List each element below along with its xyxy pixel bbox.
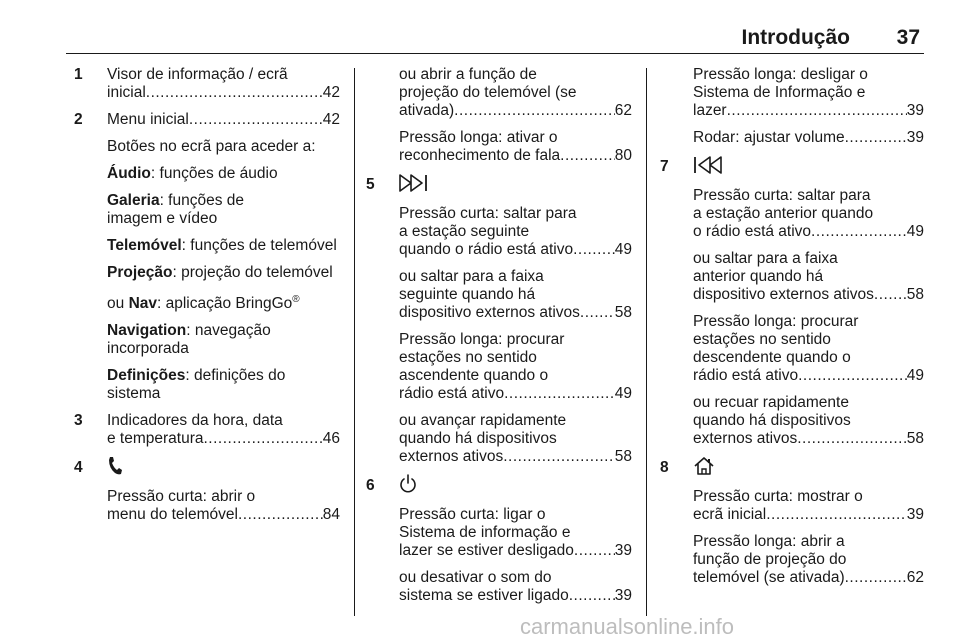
text-line: sistema se estiver ligado [399, 587, 569, 604]
next-track-icon [399, 174, 429, 197]
page-ref[interactable]: 84 [322, 506, 340, 524]
paragraph [652, 129, 924, 147]
entry-1 [66, 66, 340, 102]
page-ref[interactable]: 46 [322, 430, 340, 448]
text-line: quando há dispositivos [693, 412, 851, 429]
page-title: Introdução [741, 26, 850, 49]
text-line: reconhecimento de fala [399, 147, 561, 164]
text-line: ecrã inicial [693, 506, 767, 523]
page-ref[interactable]: 49 [614, 241, 632, 258]
entry-6 [358, 475, 632, 560]
entry-number: 4 [74, 459, 83, 477]
text-line: Pressão longa: ativar o [399, 129, 558, 146]
watermark: carmanualsonline.info [520, 614, 735, 639]
text-line: ou recuar rapidamente [693, 394, 849, 411]
text-line: ou avançar rapidamente [399, 412, 567, 429]
paragraph [652, 313, 924, 385]
text-line: estações no sentido [693, 331, 831, 348]
page-ref[interactable]: 39 [906, 506, 924, 523]
text-line: seguinte quando há [399, 286, 536, 303]
column-2 [358, 66, 632, 614]
text-line: o rádio está ativo [693, 223, 812, 240]
text-line: rádio está ativo [693, 367, 799, 384]
entry-5 [358, 174, 632, 259]
page-ref[interactable]: 42 [322, 111, 340, 128]
text-line: e temperatura [107, 430, 204, 448]
menu-label: Galeria [107, 192, 160, 209]
page-ref[interactable]: 49 [614, 385, 632, 402]
menu-label: Definições [107, 367, 186, 385]
menu-label: Telemóvel [107, 237, 182, 254]
menu-label: Nav [128, 295, 157, 313]
page-ref[interactable]: 49 [906, 223, 924, 240]
page-ref[interactable]: 39 [614, 587, 632, 604]
text-line: dispositivo externos ativos [399, 304, 580, 321]
text-line: : funções de [159, 192, 245, 209]
text-line: : funções de telemóvel [181, 237, 337, 254]
text-line: rádio está ativo [399, 385, 505, 402]
text-line: Sistema de Informação e [693, 84, 866, 101]
text-line: projeção do telemóvel (se [399, 84, 577, 101]
text-line: ou saltar para a faixa [399, 268, 544, 285]
paragraph [358, 569, 632, 605]
text-line: descendente quando o [693, 349, 851, 366]
text-line: Pressão longa: abrir a [693, 533, 845, 550]
text-line: Visor de informação / ecrã [107, 66, 288, 83]
text-line: ou saltar para a faixa [693, 250, 838, 267]
paragraph [652, 66, 924, 120]
text-line: Menu inicial [107, 111, 189, 128]
text-line: imagem e vídeo [107, 210, 218, 227]
header-rule [66, 53, 924, 54]
paragraph [358, 412, 632, 466]
previous-track-icon [693, 156, 723, 179]
text-line: : projeção do telemóvel [172, 264, 333, 281]
text-line: anterior quando há [693, 268, 824, 285]
column-3 [652, 66, 924, 596]
entry-number: 2 [74, 111, 83, 128]
text-line: : aplicação BringGo [157, 295, 293, 313]
text-line: incorporada [107, 340, 189, 358]
text-line: sistema [107, 385, 161, 403]
text-line: Pressão curta: abrir o [107, 488, 256, 506]
text-line: ou desativar o som do [399, 569, 552, 586]
entry-8 [652, 457, 924, 524]
page-ref[interactable]: 58 [614, 304, 632, 321]
text-line: Pressão curta: saltar para [693, 187, 871, 204]
page-ref[interactable]: 39 [906, 129, 924, 146]
column-divider-2 [646, 68, 647, 616]
paragraph [358, 66, 632, 120]
page-ref[interactable]: 42 [322, 84, 340, 101]
phone-icon [107, 456, 123, 481]
text-line: Pressão longa: procurar [693, 313, 859, 330]
text-line: inicial [107, 84, 146, 101]
page-ref[interactable]: 39 [906, 102, 924, 119]
text-line: a estação seguinte [399, 223, 530, 240]
paragraph [358, 129, 632, 165]
page-ref[interactable]: 58 [906, 286, 924, 303]
text-line: estações no sentido [399, 349, 537, 366]
text-line: telemóvel (se ativada) [693, 569, 845, 586]
page-header [0, 26, 960, 56]
entry-number: 7 [660, 158, 669, 175]
page-ref[interactable]: 58 [614, 448, 632, 465]
text-line: Indicadores da hora, data [107, 412, 283, 430]
text-line: ativada) [399, 102, 455, 119]
entry-number: 1 [74, 66, 83, 83]
paragraph [652, 533, 924, 587]
text-line: Pressão longa: desligar o [693, 66, 868, 83]
column-1 [66, 66, 340, 533]
text-line: Pressão curta: mostrar o [693, 488, 863, 505]
paragraph [652, 394, 924, 448]
column-divider-1 [354, 68, 355, 616]
entry-3 [66, 412, 340, 448]
paragraph [652, 250, 924, 304]
text-line: Rodar: ajustar volume [693, 129, 845, 146]
text-line: ou [107, 295, 129, 313]
text-line: Botões no ecrã para aceder a: [107, 138, 316, 155]
entry-2 [66, 111, 340, 403]
text-line: dispositivo externos ativos [693, 286, 874, 303]
text-line: lazer [693, 102, 727, 119]
text-line: lazer se estiver desligado [399, 542, 574, 559]
text-line: quando o rádio está ativo [399, 241, 574, 258]
menu-label: Projeção [107, 264, 173, 281]
text-line: : funções de áudio [150, 165, 278, 182]
text-line: externos ativos [399, 448, 504, 465]
page-ref[interactable]: 62 [906, 569, 924, 586]
entry-7 [652, 156, 924, 241]
text-line: Pressão longa: procurar [399, 331, 565, 348]
text-line: quando há dispositivos [399, 430, 557, 447]
page-ref[interactable]: 62 [614, 102, 632, 119]
paragraph [358, 331, 632, 403]
page-ref[interactable]: 58 [906, 430, 924, 447]
page-ref[interactable]: 49 [906, 367, 924, 384]
page-ref[interactable]: 39 [614, 542, 632, 559]
entry-number: 6 [366, 477, 375, 494]
home-icon [693, 456, 715, 481]
text-line: externos ativos [693, 430, 798, 447]
text-line: Sistema de informação e [399, 524, 571, 541]
paragraph [358, 268, 632, 322]
text-line: : definições do [185, 367, 286, 385]
page-number: 37 [896, 26, 920, 49]
entry-4 [66, 457, 340, 524]
text-line: Pressão curta: saltar para [399, 205, 577, 222]
registered-mark: ® [292, 294, 300, 305]
entry-number: 8 [660, 459, 669, 476]
text-line: menu do telemóvel [107, 506, 238, 524]
entry-number: 5 [366, 176, 375, 193]
power-icon [399, 474, 417, 499]
entry-number: 3 [74, 412, 83, 430]
text-line: ascendente quando o [399, 367, 549, 384]
text-line: ou abrir a função de [399, 66, 537, 83]
text-line: Pressão curta: ligar o [399, 506, 546, 523]
text-line: a estação anterior quando [693, 205, 874, 222]
text-line: : navegação [186, 322, 271, 340]
text-line: função de projeção do [693, 551, 847, 568]
menu-label: Navigation [107, 322, 187, 340]
menu-label: Áudio [107, 165, 151, 182]
page-ref[interactable]: 80 [614, 147, 632, 164]
